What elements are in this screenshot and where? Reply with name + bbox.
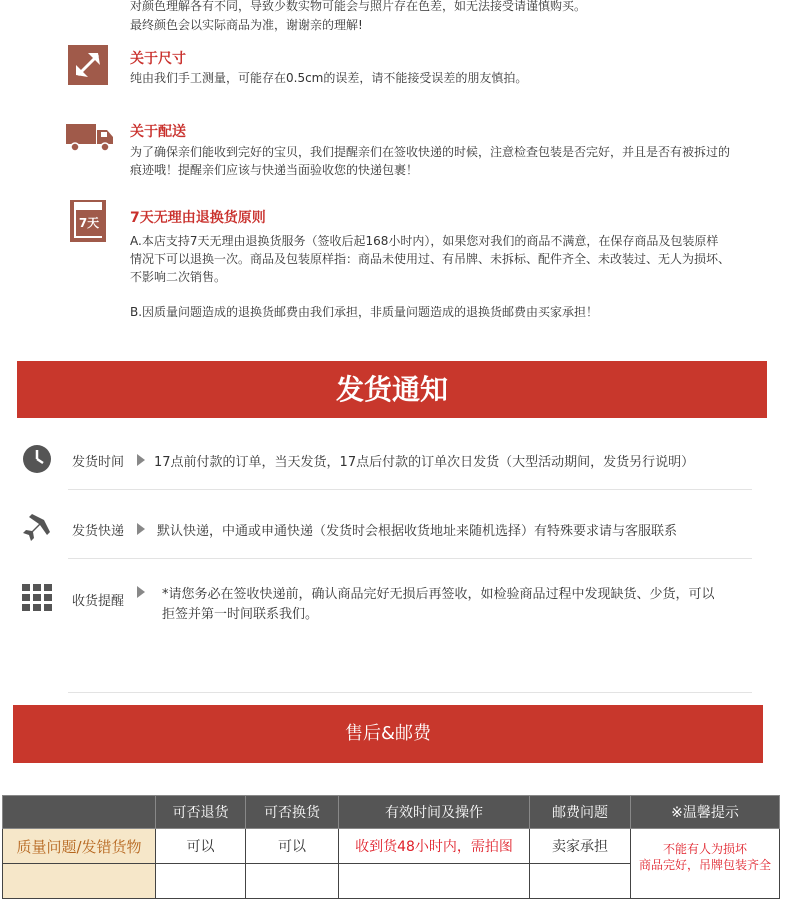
returns-a-line3: 不影响二次销售。 [130,270,227,284]
returns-title: 7天无理由退换货原则 [130,210,266,226]
table-cell [339,864,530,899]
divider [68,558,752,559]
receipt-reminder-label: 收货提醒 [72,594,125,609]
returns-a-line2: 情况下可以退换一次。商品及包装原样指：商品未使用过、有吊牌、未拆标、配件齐全、未改装过、无人为损坏、 [130,252,731,266]
calendar-7day-text: 7天 [76,210,102,236]
shipping-time-label: 发货时间 [72,455,125,470]
size-text: 纯由我们手工测量，可能存在0.5cm的误差，请不能接受误差的朋友慎拍。 [130,71,528,85]
resize-arrow-icon [68,45,108,85]
aftersale-banner: 售后&邮费 [13,705,763,763]
warm-tip-cell [631,829,780,899]
arrow-right-icon [137,586,145,598]
clock-icon [22,444,52,474]
arrow-right-icon [137,523,145,535]
table-header-cell: 有效时间及操作 [339,796,530,829]
arrow-right-icon [137,454,145,466]
shipping-courier-label: 发货快递 [72,524,125,539]
table-cell: 可以 [156,829,246,864]
table-cell [246,864,339,899]
table-cell: 卖家承担 [530,829,631,864]
grid-icon [22,584,52,612]
delivery-title: 关于配送 [130,124,186,140]
delivery-line1: 为了确保亲们能收到完好的宝贝，我们提醒亲们在签收快递的时候，注意检查包装是否完好，并且是否有被拆过的 [130,145,731,159]
receipt-reminder-text1: *请您务必在签收快递前，确认商品完好无损后再签收，如检验商品过程中发现缺货、少货，可以 [162,587,715,602]
table-header-row [3,796,780,829]
delivery-line2: 痕迹哦！提醒亲们应该与快递当面验收您的快递包裹！ [130,163,419,177]
table-header-cell: 邮费问题 [530,796,631,829]
truck-icon [66,122,114,152]
receipt-reminder-text2: 拒签并第一时间联系我们。 [162,607,319,622]
table-header-cell: 可否退货 [156,796,246,829]
table-header-cell [3,796,156,829]
table-header-cell: 可否换货 [246,796,339,829]
color-notice-line1: 对颜色理解各有不同，导致少数实物可能会与照片存在色差，如无法接受请谨慎购买。 [130,0,587,13]
table-cell: 可以 [246,829,339,864]
aftersale-policy-table [2,795,780,899]
warm-tip-line2: 商品完好，吊牌包装齐全 [638,858,771,872]
table-cell: 质量问题/发错货物 [3,829,156,864]
airplane-icon [22,510,54,542]
calendar-7day-icon [70,200,106,242]
divider [68,692,752,693]
table-header-cell: ※温馨提示 [631,796,780,829]
color-notice-line2: 最终颜色会以实际商品为准，谢谢亲的理解! [130,18,363,32]
returns-b-line: B.因质量问题造成的退换货邮费由我们承担，非质量问题造成的退换货邮费由买家承担！ [130,305,599,319]
shipping-notice-banner: 发货通知 [17,361,767,418]
table-row [3,829,780,864]
table-cell [3,864,156,899]
warm-tip-line1: 不能有人为损坏 [662,842,747,856]
table-cell [530,864,631,899]
shipping-time-text: 17点前付款的订单，当天发货，17点后付款的订单次日发货（大型活动期间，发货另行说明） [154,455,695,470]
table-cell: 收到货48小时内，需拍图 [339,829,530,864]
divider [68,489,752,490]
shipping-courier-text: 默认快递，中通或申通快递（发货时会根据收货地址来随机选择）有特殊要求请与客服联系 [157,524,678,539]
table-cell [156,864,246,899]
size-title: 关于尺寸 [130,51,186,67]
returns-a-line1: A.本店支持7天无理由退换货服务（签收后起168小时内），如果您对我们的商品不满意，在保存商品及包装原样 [130,234,719,248]
